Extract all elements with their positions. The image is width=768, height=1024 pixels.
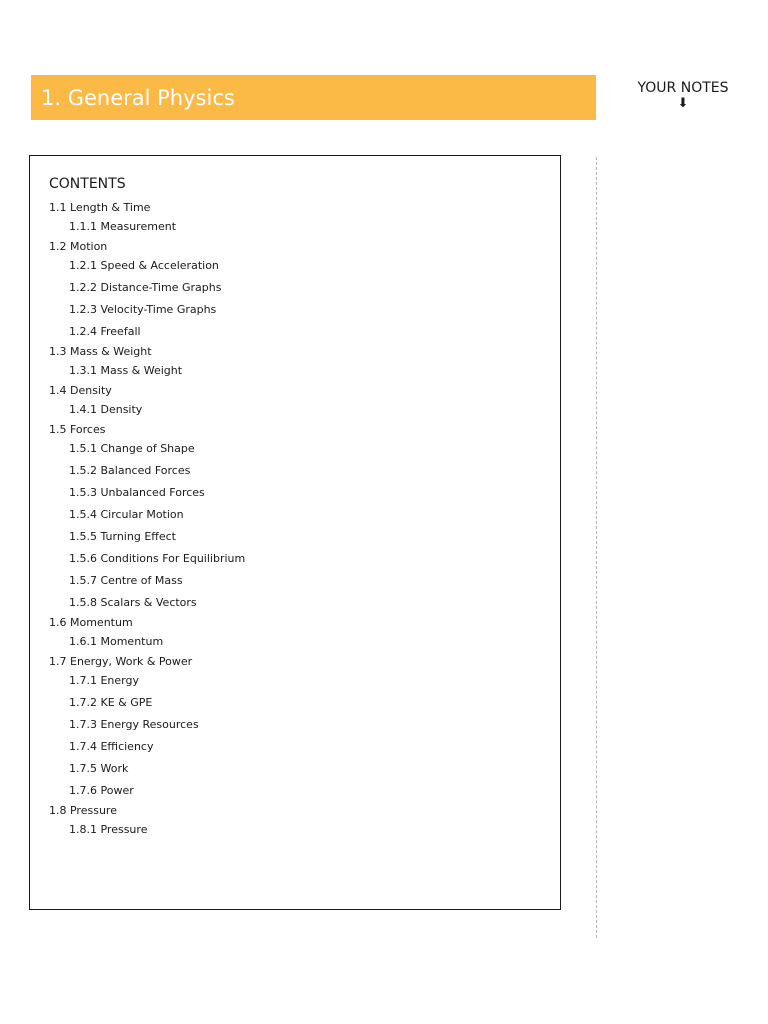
subsection-link[interactable]: 1.5.6 Conditions For Equilibrium [69,552,246,565]
section-title[interactable]: 1.8 Pressure [49,804,117,817]
contents-section [49,201,541,234]
contents-section [49,804,541,837]
subsection-link[interactable]: 1.2.2 Distance-Time Graphs [69,281,222,294]
section-title[interactable]: 1.3 Mass & Weight [49,345,152,358]
subsection-link[interactable]: 1.3.1 Mass & Weight [69,364,183,377]
subsection-link[interactable]: 1.4.1 Density [69,403,143,416]
notes-column-header [620,80,746,111]
subsection-link[interactable]: 1.5.4 Circular Motion [69,508,184,521]
contents-section [49,655,541,798]
section-title[interactable]: 1.2 Motion [49,240,108,253]
section-title[interactable]: 1.5 Forces [49,423,106,436]
contents-section [49,240,541,339]
subsection-link[interactable]: 1.5.2 Balanced Forces [69,464,191,477]
contents-section [49,423,541,610]
section-title[interactable]: 1.6 Momentum [49,616,133,629]
subsection-link[interactable]: 1.7.4 Efficiency [69,740,154,753]
subsection-link[interactable]: 1.2.4 Freefall [69,325,141,338]
chapter-banner [31,75,596,120]
subsection-link[interactable]: 1.5.7 Centre of Mass [69,574,183,587]
contents-heading: CONTENTS [49,176,126,192]
section-title[interactable]: 1.4 Density [49,384,112,397]
contents-section [49,384,541,417]
contents-section [49,616,541,649]
subsection-link[interactable]: 1.7.6 Power [69,784,134,797]
subsection-link[interactable]: 1.5.3 Unbalanced Forces [69,486,205,499]
down-arrow-icon: ⬇ [677,96,689,111]
chapter-title: 1. General Physics [41,85,235,110]
subsection-link[interactable]: 1.7.5 Work [69,762,129,775]
subsection-link[interactable]: 1.2.1 Speed & Acceleration [69,259,219,272]
subsection-link[interactable]: 1.7.2 KE & GPE [69,696,153,709]
subsection-link[interactable]: 1.5.8 Scalars & Vectors [69,596,197,609]
section-title[interactable]: 1.1 Length & Time [49,201,151,214]
subsection-link[interactable]: 1.7.1 Energy [69,674,139,687]
subsection-link[interactable]: 1.2.3 Velocity-Time Graphs [69,303,217,316]
contents-box [29,155,561,910]
subsection-link[interactable]: 1.6.1 Momentum [69,635,164,648]
subsection-link[interactable]: 1.5.5 Turning Effect [69,530,176,543]
subsection-link[interactable]: 1.8.1 Pressure [69,823,148,836]
section-title[interactable]: 1.7 Energy, Work & Power [49,655,193,668]
subsection-link[interactable]: 1.5.1 Change of Shape [69,442,195,455]
contents-section [49,345,541,378]
subsection-link[interactable]: 1.1.1 Measurement [69,220,177,233]
contents-list [49,201,541,837]
notes-label: YOUR NOTES [637,80,729,96]
subsection-link[interactable]: 1.7.3 Energy Resources [69,718,199,731]
notes-divider [596,157,597,938]
